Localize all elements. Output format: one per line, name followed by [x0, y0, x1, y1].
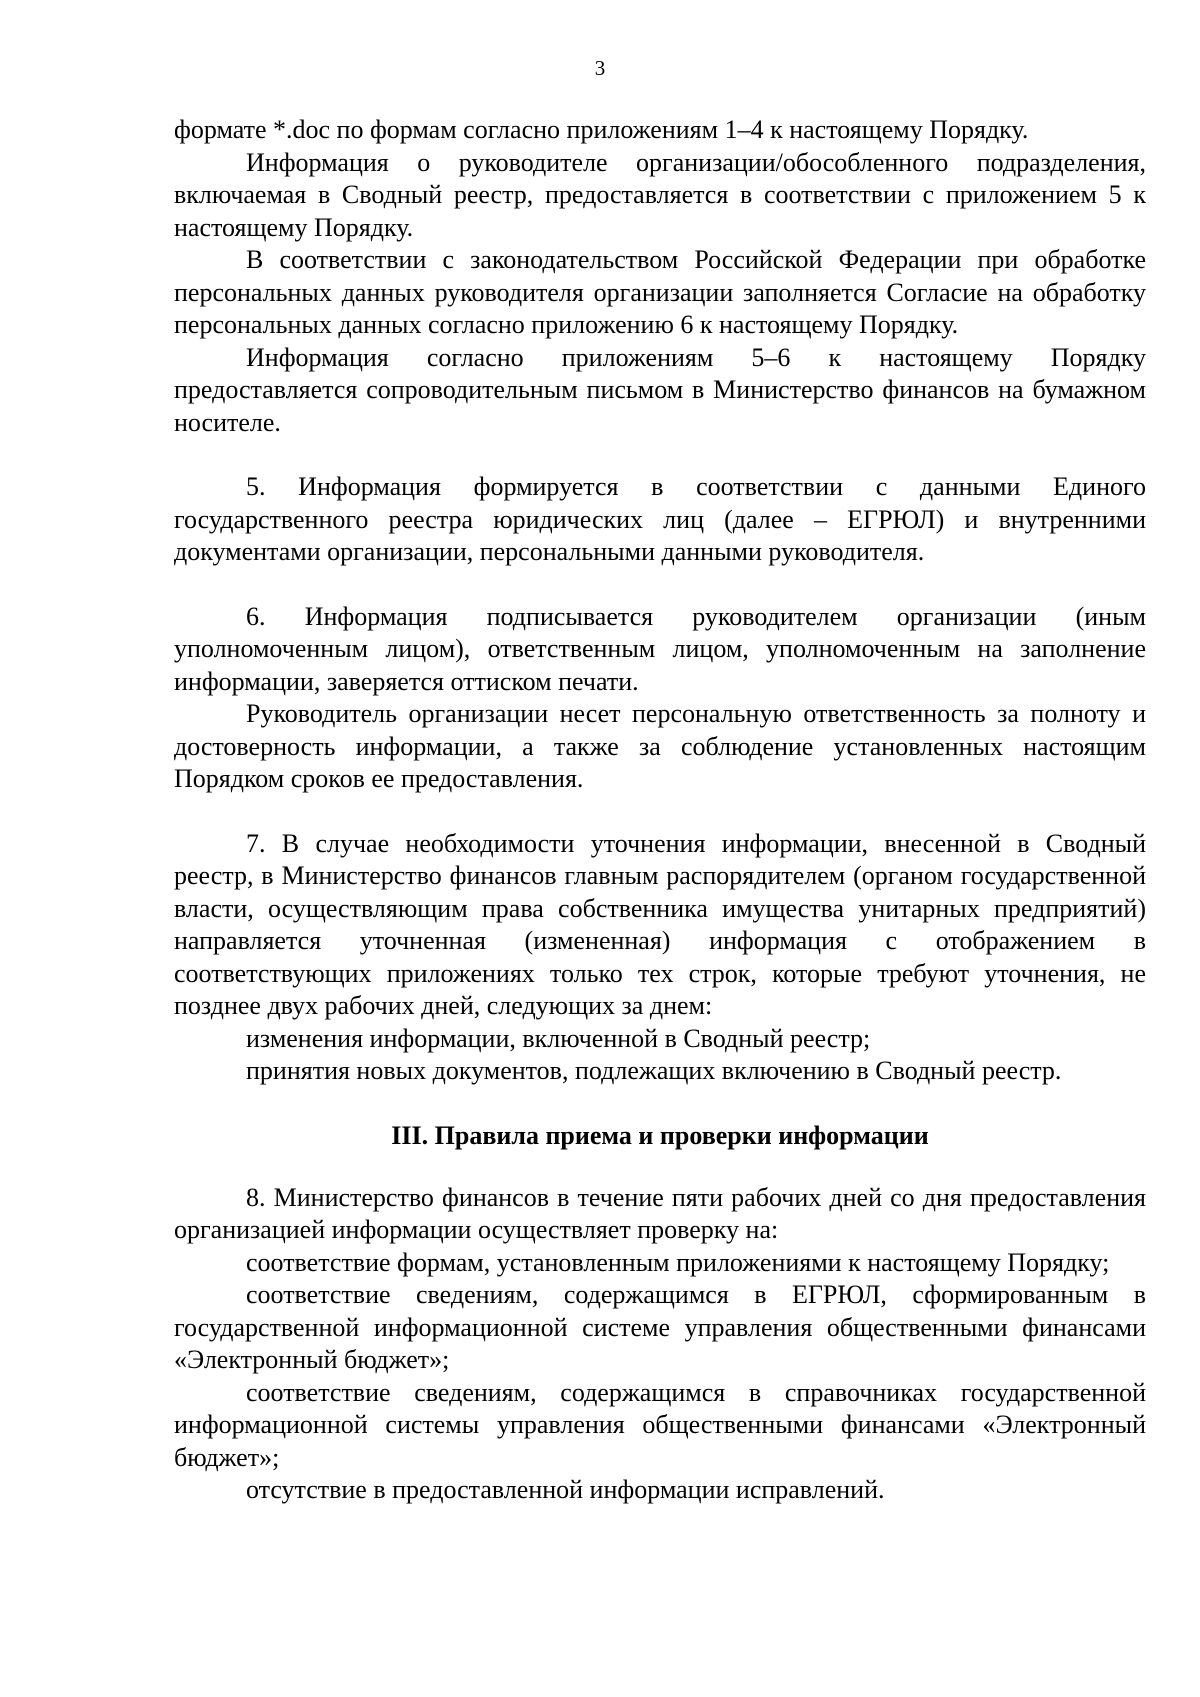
paragraph-item-7-case-2: принятия новых документов, подлежащих включению в Сводный реестр.	[246, 1056, 1062, 1085]
paragraph-continuation: формате *.doc по формам согласно приложениям 1–4 к настоящему Порядку.	[174, 115, 1029, 144]
paragraph-item-6: 6. Информация подписывается руководителем организации (иным уполномоченным лицом), ответственным лицом, уполномоченным на заполнение информации, заверяется оттиском печати.	[174, 601, 1146, 696]
paragraph-item-5: 5. Информация формируется в соответствии с данными Единого государственного реестра юридических лиц (далее – ЕГРЮЛ) и внутренними документами организации, персональными данными руководителя.	[174, 472, 1146, 566]
paragraph-check-corrections: отсутствие в предоставленной информации исправлений.	[246, 1475, 885, 1504]
paragraph-director-responsibility: Руководитель организации несет персональную ответственность за полноту и достоверность информации, а также за соблюдение установленных настоящим Порядком сроков ее предоставления.	[174, 699, 1146, 793]
paragraph-director-info: Информация о руководителе организации/обособленного подразделения, включаемая в Сводный реестр, предоставляется в соответствии с приложением 5 к настоящему Порядку.	[174, 147, 1146, 242]
paragraph-check-forms: соответствие формам, установленным приложениями к настоящему Порядку;	[246, 1247, 1110, 1277]
paragraph-check-egrul: соответствие сведениям, содержащимся в ЕГРЮЛ, сформированным в государственной информационной системе управления общественными финансами «Электронный бюджет»;	[174, 1280, 1146, 1374]
section-heading: III. Правила приема и проверки информации	[391, 1120, 929, 1150]
paragraph-item-8: 8. Министерство финансов в течение пяти рабочих дней со дня предоставления организацией информации осуществляет проверку на:	[174, 1182, 1146, 1244]
paragraph-check-reference-books: соответствие сведениям, содержащимся в справочниках государственной информационной системы управления общественными финансами «Электронный бюджет»;	[174, 1377, 1146, 1472]
paragraph-item-7-case-1: изменения информации, включенной в Сводный реестр;	[246, 1023, 871, 1053]
paragraph-item-7: 7. В случае необходимости уточнения информации, внесенной в Сводный реестр, в Министерство финансов главным распорядителем (органом государственной власти, осуществляющим права собственника имущества унитарных предприятий) направляется уточненная (измененная) информация с отображением в соответствующих приложениях только тех строк, которые требуют уточнения, не позднее двух рабочих дней, следующих за днем:	[174, 828, 1146, 1020]
paragraph-personal-data-consent: В соответствии с законодательством Российской Федерации при обработке персональных данных руководителя организации заполняется Согласие на обработку персональных данных согласно приложению 6 к настоящему Порядку.	[174, 245, 1146, 339]
paragraph-cover-letter: Информация согласно приложениям 5–6 к настоящему Порядку предоставляется сопроводительным письмом в Министерство финансов на бумажном носителе.	[174, 342, 1146, 437]
page-number: 3	[594, 56, 606, 80]
document-body	[174, 114, 1146, 1507]
